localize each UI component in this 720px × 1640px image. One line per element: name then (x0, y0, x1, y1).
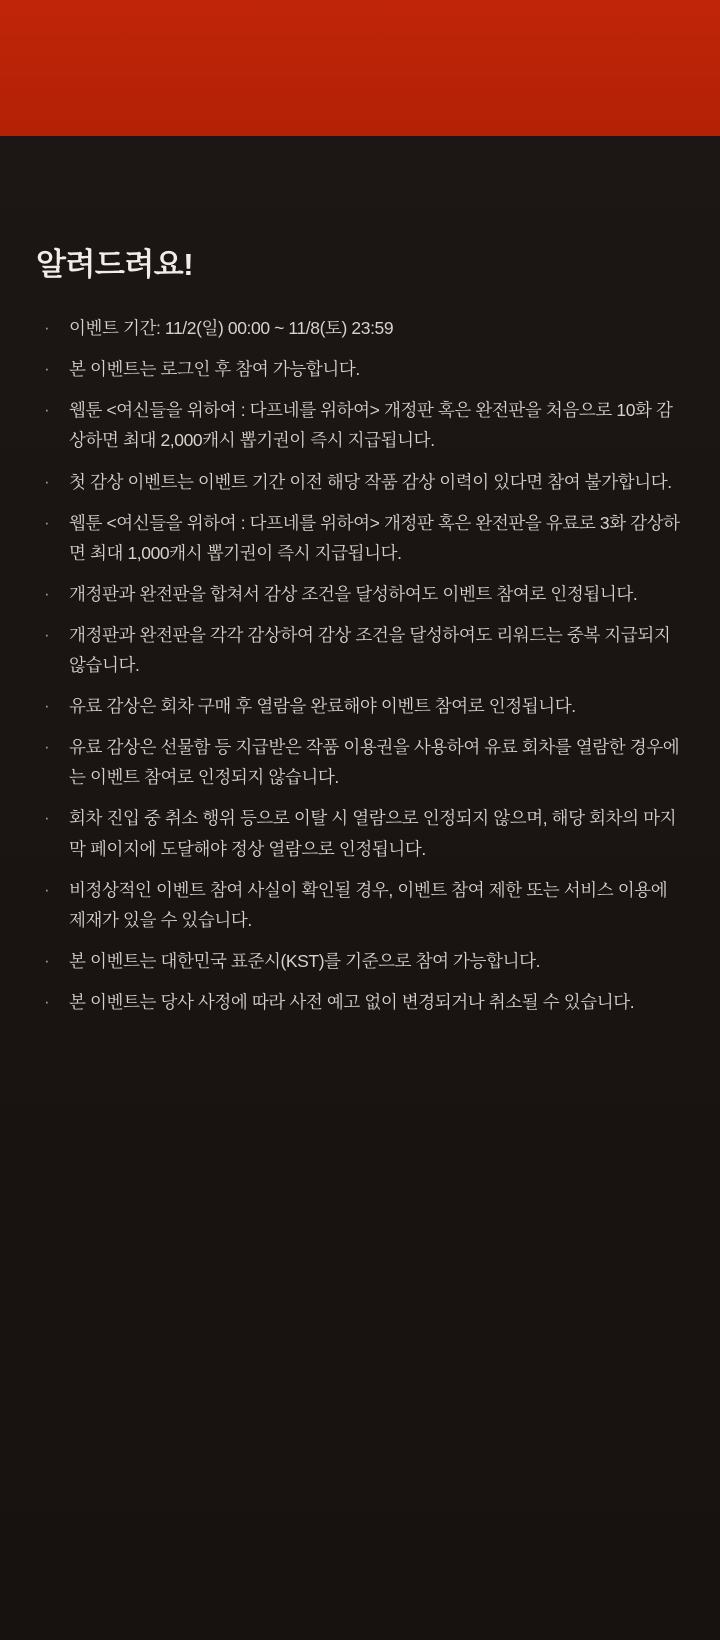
bullet-icon: · (44, 583, 50, 603)
list-item-text: 본 이벤트는 당사 사정에 따라 사전 예고 없이 변경되거나 취소될 수 있습니다. (69, 991, 635, 1012)
bullet-icon: · (44, 400, 50, 420)
list-item-text: 이벤트 기간: 11/2(일) 00:00 ~ 11/8(토) 23:59 (69, 318, 394, 339)
list-item (36, 732, 684, 792)
list-item (36, 987, 684, 1017)
bullet-icon: · (44, 471, 50, 491)
notice-list (36, 313, 684, 1017)
list-item (36, 508, 684, 568)
bullet-icon: · (44, 991, 50, 1011)
bullet-icon: · (44, 696, 50, 716)
list-item-text: 본 이벤트는 로그인 후 참여 가능합니다. (69, 359, 360, 380)
list-item (36, 313, 684, 343)
page-title: 알려드려요! (36, 247, 194, 282)
list-item (36, 579, 684, 609)
list-item (36, 691, 684, 721)
list-item-text: 웹툰 <여신들을 위하여 : 다프네를 위하여> 개정판 혹은 완전판을 처음으로 10화 감상하면 최대 2,000캐시 뽑기권이 즉시 지급됩니다. (69, 400, 673, 451)
bullet-icon: · (44, 950, 50, 970)
list-item-text: 첫 감상 이벤트는 이벤트 기간 이전 해당 작품 감상 이력이 있다면 참여 불가합니다. (69, 471, 672, 492)
list-item (36, 803, 684, 863)
list-item-text: 유료 감상은 선물함 등 지급받은 작품 이용권을 사용하여 유료 회차를 열람한 경우에는 이벤트 참여로 인정되지 않습니다. (69, 737, 680, 788)
list-item (36, 354, 684, 384)
list-item-text: 웹툰 <여신들을 위하여 : 다프네를 위하여> 개정판 혹은 완전판을 유료로 3화 감상하면 최대 1,000캐시 뽑기권이 즉시 지급됩니다. (69, 512, 680, 563)
list-item-text: 개정판과 완전판을 각각 감상하여 감상 조건을 달성하여도 리워드는 중복 지급되지 않습니다. (69, 624, 671, 676)
bullet-icon: · (44, 737, 50, 757)
bullet-icon: · (44, 512, 50, 532)
event-banner-area (0, 0, 720, 136)
list-item-text: 회차 진입 중 취소 행위 등으로 이탈 시 열람으로 인정되지 않으며, 해당 회차의 마지막 페이지에 도달해야 정상 열람으로 인정됩니다. (69, 808, 677, 859)
list-item (36, 467, 684, 497)
notice-section (0, 136, 720, 1448)
list-item-text: 유료 감상은 회차 구매 후 열람을 완료해야 이벤트 참여로 인정됩니다. (69, 696, 576, 717)
list-item-text: 개정판과 완전판을 합쳐서 감상 조건을 달성하여도 이벤트 참여로 인정됩니다. (69, 583, 638, 604)
bottom-spacer (36, 1028, 684, 1448)
list-item (36, 946, 684, 976)
list-item (36, 620, 684, 680)
bullet-icon: · (44, 624, 50, 644)
list-item-text: 본 이벤트는 대한민국 표준시(KST)를 기준으로 참여 가능합니다. (69, 950, 541, 971)
bullet-icon: · (44, 318, 50, 338)
bullet-icon: · (44, 879, 50, 899)
bullet-icon: · (44, 808, 50, 828)
list-item (36, 395, 684, 455)
bullet-icon: · (44, 359, 50, 379)
list-item (36, 875, 684, 935)
list-item-text: 비정상적인 이벤트 참여 사실이 확인될 경우, 이벤트 참여 제한 또는 서비스 이용에 제재가 있을 수 있습니다. (69, 879, 668, 930)
